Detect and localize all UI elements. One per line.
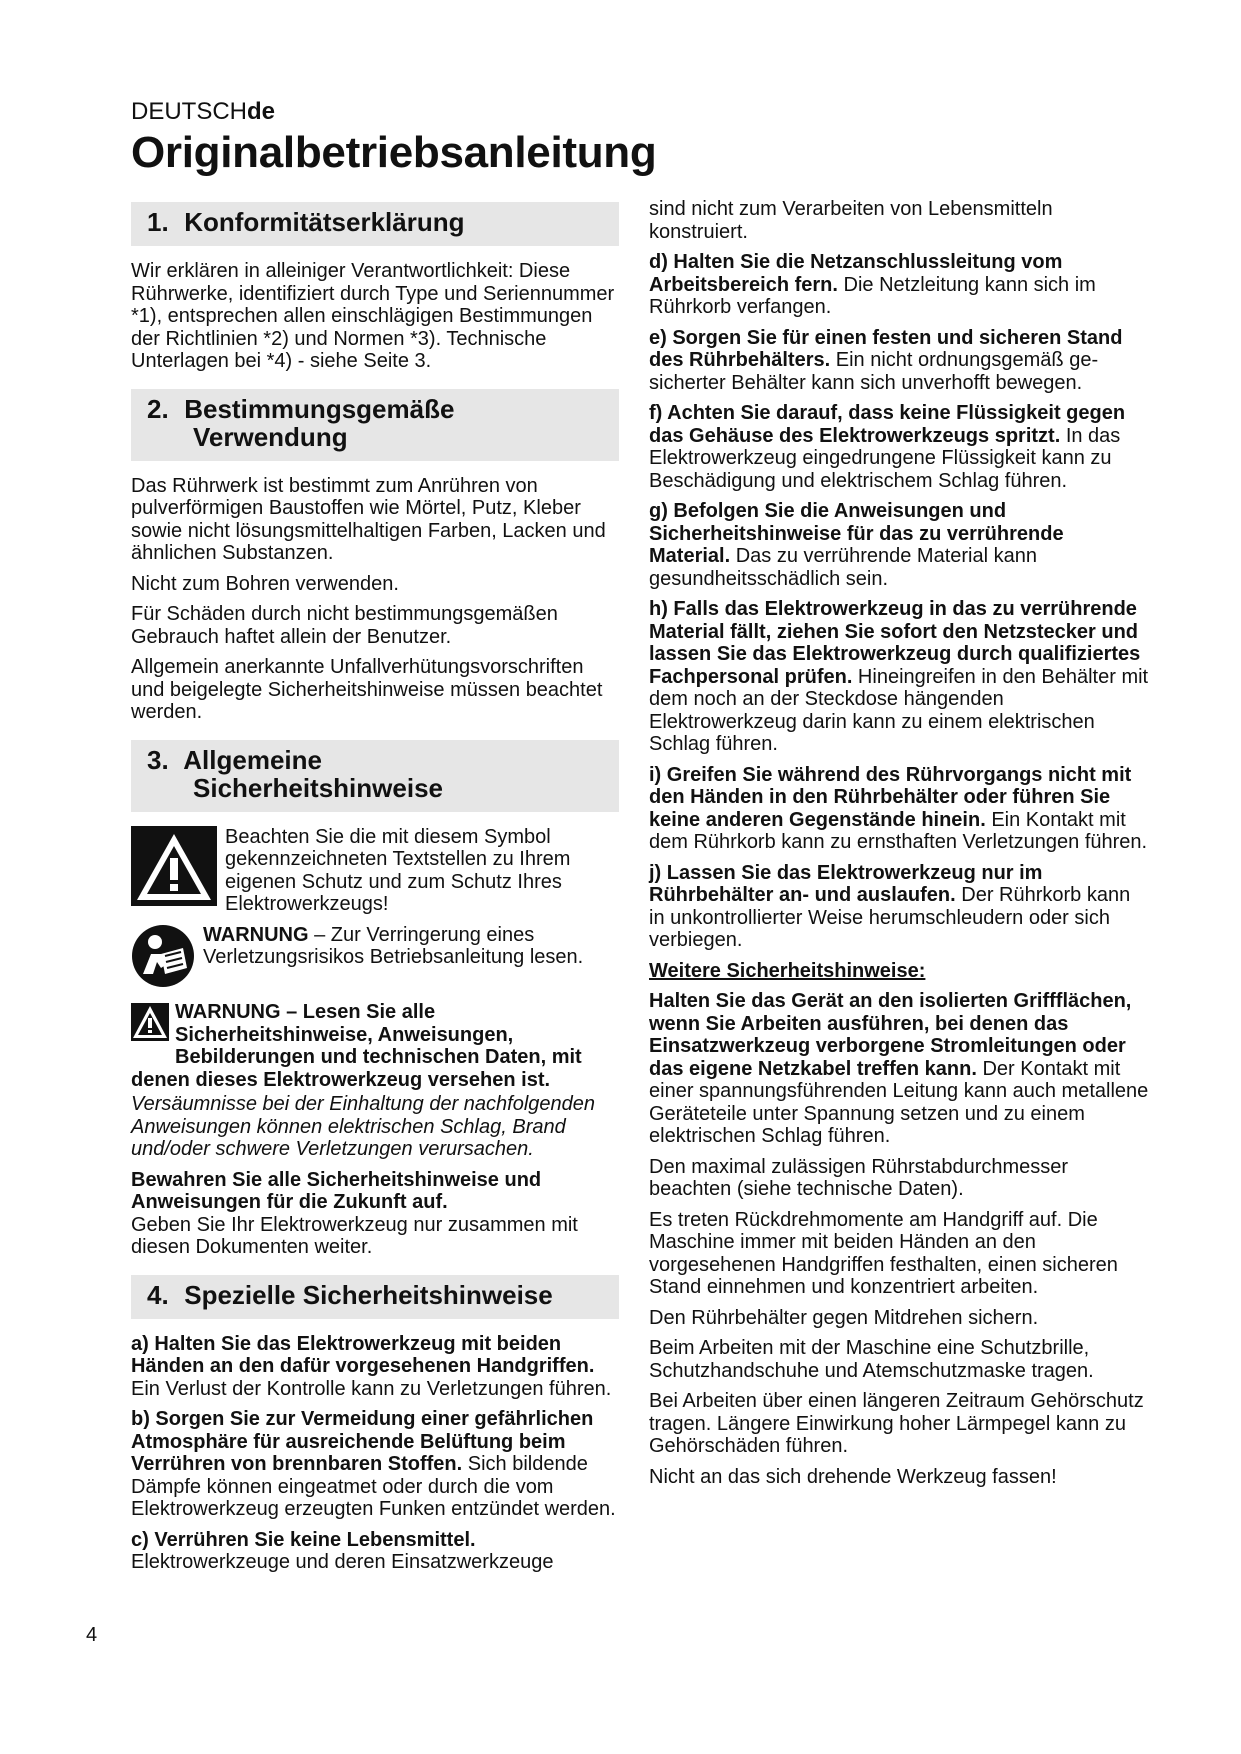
general-warning: WARNUNG – Lesen Sie alle Sicherheitshinweise, Anweisungen, Bebilderungen und technischen Daten, mit denen dieses Elektrowerkzeug versehen ist. bbox=[131, 1001, 582, 1091]
section-2-heading: 2. Bestimmungsgemäße Verwendung bbox=[131, 389, 619, 461]
warning-triangle-icon bbox=[131, 826, 217, 912]
item-d: d) Halten Sie die Netzanschlussleitung vom Arbeitsbereich fern. Die Netzleitung kann sich im Rührkorb verfangen. bbox=[649, 251, 1096, 318]
s2-paragraph-2: Nicht zum Bohren verwenden. bbox=[131, 572, 399, 595]
item-a: a) Halten Sie das Elektrowerkzeug mit beiden Händen an den dafür vorgesehenen Handgriffen. Ein Verlust der Kontrolle kann zu Verletzungen führen. bbox=[131, 1332, 612, 1400]
section-4-heading: 4. Spezielle Sicherheitshinweise bbox=[131, 1275, 619, 1319]
page-title: Originalbetriebsanleitung bbox=[131, 128, 657, 177]
read-manual-warning: WARNUNG – Zur Verringerung eines Verletzungsrisikos Betriebsanleitung lesen. bbox=[131, 924, 619, 994]
further-4: Den Rührbehälter gegen Mitdrehen sichern. bbox=[649, 1306, 1039, 1329]
further-6: Bei Arbeiten über einen längeren Zeitraum Gehörschutz tragen. Längere Einwirkung hoher Lärmpegel kann zu Gehörschäden führen. bbox=[649, 1390, 1144, 1457]
language-code: de bbox=[247, 98, 276, 125]
warning-label: WARNUNG bbox=[203, 923, 309, 946]
further-1: Halten Sie das Gerät an den isolierten Griffflächen, wenn Sie Arbeiten ausführen, bei denen das Einsatzwerkzeug verborgene Stromleitungen oder das eigene Netzkabel treffen kann. Der Kontakt mit einer spannungsführenden Leitung kann auch metallene Geräteteile unter Spannung setzen und zu einem elektrischen Schlag führen. bbox=[649, 990, 1149, 1147]
symbol-note-text: Beachten Sie die mit diesem Symbol gekennzeichneten Textstellen zu Ihrem eigenen Schutz und zum Schutz Ihres Elektrowerkzeugs! bbox=[225, 825, 571, 915]
further-5: Beim Arbeiten mit der Maschine eine Schutzbrille, Schutzhandschuhe und Atemschutzmaske tragen. bbox=[649, 1337, 1094, 1382]
right-column bbox=[649, 198, 1149, 1496]
s2-paragraph-1: Das Rührwerk ist bestimmt zum Anrühren von pulverförmigen Baustoffen wie Mörtel, Putz, Kleber sowie nicht lösungsmittelhaltigen Farben, Lacken und ähnlichen Substanzen. bbox=[131, 474, 606, 564]
item-c-continued: sind nicht zum Verarbeiten von Lebensmitteln konstruiert. bbox=[649, 198, 1053, 243]
warning-small-icon bbox=[131, 1003, 169, 1047]
language-label: DEUTSCHde bbox=[131, 98, 276, 125]
keep-instructions: Bewahren Sie alle Sicherheitshinweise und Anweisungen für die Zukunft auf. Geben Sie Ihr Elektrowerkzeug nur zusammen mit diesen Dokumenten weiter. bbox=[131, 1168, 578, 1258]
s1-paragraph: Wir erklären in alleiniger Verantwortlichkeit: Diese Rührwerke, identifiziert durch Type und Seriennummer *1), entsprechen allen einschlägigen Bestimmungen der Richtlinien *2) und Normen *3). Technische Unterlagen bei *4) - siehe Seite 3. bbox=[131, 260, 615, 372]
section-3-heading: 3. Allgemeine Sicherheitshinweise bbox=[131, 740, 619, 812]
further-safety-heading: Weitere Sicherheitshinweise: bbox=[649, 959, 926, 982]
item-g: g) Befolgen Sie die Anweisungen und Sicherheitshinweise für das zu verrührende Material. Das zu verrührende Material kann gesundheitsschädlich sein. bbox=[649, 500, 1064, 590]
symbol-note bbox=[131, 826, 619, 916]
s2-paragraph-4: Allgemein anerkannte Unfallverhütungsvorschriften und beigelegte Sicherheitshinweise müssen beachtet werden. bbox=[131, 656, 603, 723]
item-b: b) Sorgen Sie zur Vermeidung einer gefährlichen Atmosphäre für ausreichende Belüftung beim Verrühren von brennbaren Stoffen. Sich bildende Dämpfe können eingeatmet oder durch die vom Elektrowerkzeug erzeugten Funken entzündet werden. bbox=[131, 1408, 616, 1520]
s2-paragraph-3: Für Schäden durch nicht bestimmungsgemäßen Gebrauch haftet allein der Benutzer. bbox=[131, 603, 558, 648]
left-column bbox=[131, 202, 619, 1582]
further-2: Den maximal zulässigen Rührstabdurchmesser beachten (siehe technische Daten). bbox=[649, 1155, 1069, 1200]
item-i: i) Greifen Sie während des Rührvorgangs nicht mit den Händen in den Rührbehälter oder führen Sie keine anderen Gegenstände hinein. Ein Kontakt mit dem Rührkorb kann zu ernsthaften Verletzungen führen. bbox=[649, 763, 1148, 853]
item-j: j) Lassen Sie das Elektrowerkzeug nur im Rührbehälter an- und auslaufen. Der Rührkorb kann in unkontrollierter Weise herumschleudern oder sich verbiegen. bbox=[649, 861, 1131, 951]
page-number: 4 bbox=[86, 1624, 98, 1646]
item-f: f) Achten Sie darauf, dass keine Flüssigkeit gegen das Gehäuse des Elektrowerkzeugs spritzt. In das Elektrowerkzeug eingedrungene Flüssigkeit kann zu Beschädigung und elektrischem Schlag führen. bbox=[649, 402, 1126, 492]
read-manual-icon bbox=[131, 924, 195, 994]
general-warning-italic: Versäumnisse bei der Einhaltung der nachfolgenden Anweisungen können elektrischen Schlag, Brand und/oder schwere Verletzungen verursachen. bbox=[131, 1093, 596, 1160]
item-e: e) Sorgen Sie für einen festen und sicheren Stand des Rührbehälters. Ein nicht ordnungsgemäß ge-sicherter Behälter kann sich unverhofft bewegen. bbox=[649, 326, 1123, 394]
further-3: Es treten Rückdrehmomente am Handgriff auf. Die Maschine immer mit beiden Händen an den vorgesehenen Handgriffen festhalten, einen sicheren Stand einnehmen und konzentriert arbeiten. bbox=[649, 1208, 1118, 1298]
further-7: Nicht an das sich drehende Werkzeug fassen! bbox=[649, 1465, 1057, 1488]
item-h: h) Falls das Elektrowerkzeug in das zu verrührende Material fällt, ziehen Sie sofort den Netzstecker und lassen Sie das Elektrowerkzeug durch qualifiziertes Fachpersonal prüfen. Hineingreifen in den Behälter mit dem noch an der Steckdose hängenden Elektrowerkzeug darin kann zu einem elektrischen Schlag führen. bbox=[649, 598, 1149, 755]
section-1-heading: 1. Konformitätserklärung bbox=[131, 202, 619, 246]
item-c: c) Verrühren Sie keine Lebensmittel. Elektrowerkzeuge und deren Einsatzwerkzeuge bbox=[131, 1528, 554, 1573]
